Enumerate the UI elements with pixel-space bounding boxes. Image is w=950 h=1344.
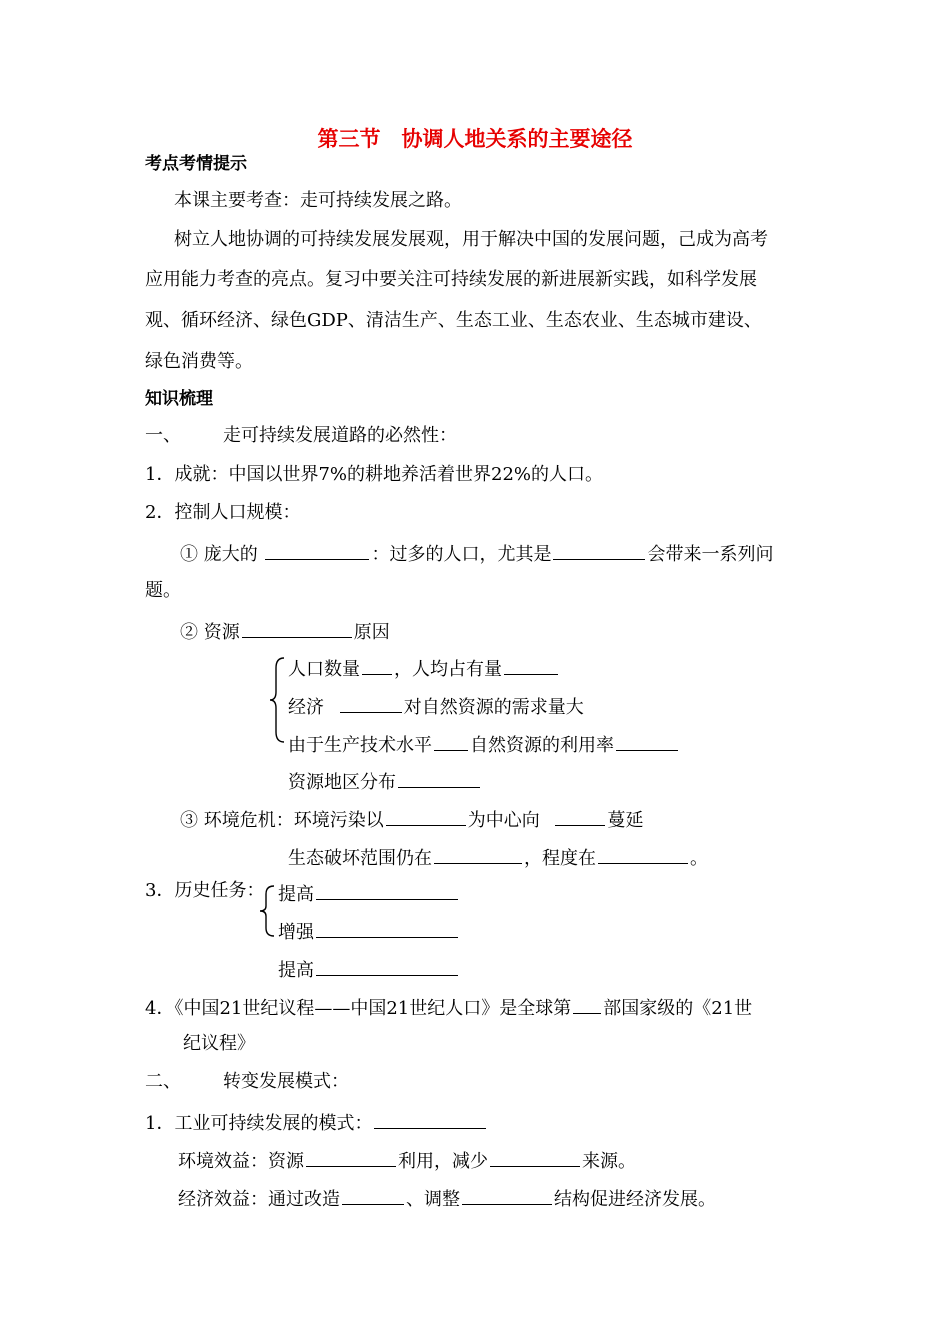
exam-tips-p2-line4: 绿色消费等。 — [145, 351, 253, 372]
exam-tips-p2-line3: 观、循环经济、绿色GDP、清洁生产、生态工业、生态农业、生态城市建设、 — [145, 310, 762, 331]
econ-benefit-line: 经济效益：通过改造 、调整 结构促进经济发展。 — [178, 1184, 716, 1208]
curly-brace — [268, 656, 286, 744]
fill-blank[interactable] — [616, 730, 678, 751]
fill-blank[interactable] — [434, 730, 468, 751]
fill-blank[interactable] — [553, 539, 645, 560]
item-agenda21: 4．《中国21世纪议程——中国21世纪人口》是全球第 部国家级的《21世 — [145, 993, 752, 1017]
task-line-1: 提高 — [278, 879, 460, 903]
brace-line-3: 由于生产技术水平 自然资源的利用率 — [288, 730, 680, 754]
fill-blank[interactable] — [598, 843, 688, 864]
part1-heading — [145, 424, 457, 448]
heading-knowledge: 知识梳理 — [145, 389, 213, 409]
fill-blank[interactable] — [265, 539, 369, 560]
sub-item-3-cont: 生态破坏范围仍在 ，程度在 。 — [288, 843, 708, 867]
part2-heading — [145, 1070, 349, 1094]
fill-blank[interactable] — [306, 1146, 396, 1167]
fill-blank[interactable] — [386, 805, 466, 826]
item-population-control: 2．控制人口规模： — [145, 502, 301, 523]
brace-line-4: 资源地区分布 — [288, 767, 482, 791]
env-benefit-line: 环境效益：资源 利用，减少 来源。 — [178, 1146, 636, 1170]
exam-tips-p2-line2: 应用能力考查的亮点。复习中要关注可持续发展的新进展新实践，如科学发展 — [145, 269, 757, 290]
part2-title: 转变发展模式： — [223, 1071, 349, 1092]
part1-title: 走可持续发展道路的必然性： — [223, 425, 457, 446]
item-agenda21-cont: 纪议程》 — [183, 1033, 255, 1054]
part2-number: 二、 — [145, 1071, 181, 1092]
exam-tips-p1: 本课主要考查：走可持续发展之路。 — [174, 190, 462, 211]
brace-line-2: 经济 对自然资源的需求量大 — [288, 692, 584, 716]
sub-item-2: ② 资源 原因 — [180, 617, 390, 641]
fill-blank[interactable] — [362, 654, 392, 675]
task-line-2: 增强 — [278, 917, 460, 941]
fill-blank[interactable] — [434, 843, 522, 864]
item-industry-model: 1．工业可持续发展的模式： — [145, 1108, 488, 1132]
part1-number: 一、 — [145, 425, 181, 446]
fill-blank[interactable] — [462, 1184, 552, 1205]
fill-blank[interactable] — [504, 654, 558, 675]
fill-blank[interactable] — [342, 1184, 404, 1205]
sub-item-1-cont: 题。 — [145, 580, 181, 601]
brace-line-1: 人口数量 ，人均占有量 — [288, 654, 560, 678]
fill-blank[interactable] — [242, 617, 352, 638]
fill-blank[interactable] — [555, 805, 605, 826]
fill-blank[interactable] — [490, 1146, 580, 1167]
fill-blank[interactable] — [374, 1108, 486, 1129]
item-historic-tasks: 3．历史任务： — [145, 880, 265, 901]
exam-tips-p2-line1: 树立人地协调的可持续发展发展观，用于解决中国的发展问题，己成为高考 — [174, 229, 768, 250]
fill-blank[interactable] — [316, 879, 458, 900]
fill-blank[interactable] — [340, 692, 402, 713]
fill-blank[interactable] — [398, 767, 480, 788]
item-achievement: 1．成就：中国以世界7%的耕地养活着世界22%的人口。 — [145, 464, 604, 485]
heading-exam-tips: 考点考情提示 — [145, 154, 247, 174]
fill-blank[interactable] — [316, 955, 458, 976]
sub-item-1: ① 庞大的 ：过多的人口，尤其是 会带来一系列问 — [180, 539, 773, 563]
task-line-3: 提高 — [278, 955, 460, 979]
fill-blank[interactable] — [573, 993, 601, 1014]
fill-blank[interactable] — [316, 917, 458, 938]
page-title: 第三节 协调人地关系的主要途径 — [317, 127, 633, 151]
curly-brace — [258, 884, 276, 938]
sub-item-3: ③ 环境危机：环境污染以 为中心向 蔓延 — [180, 805, 643, 829]
